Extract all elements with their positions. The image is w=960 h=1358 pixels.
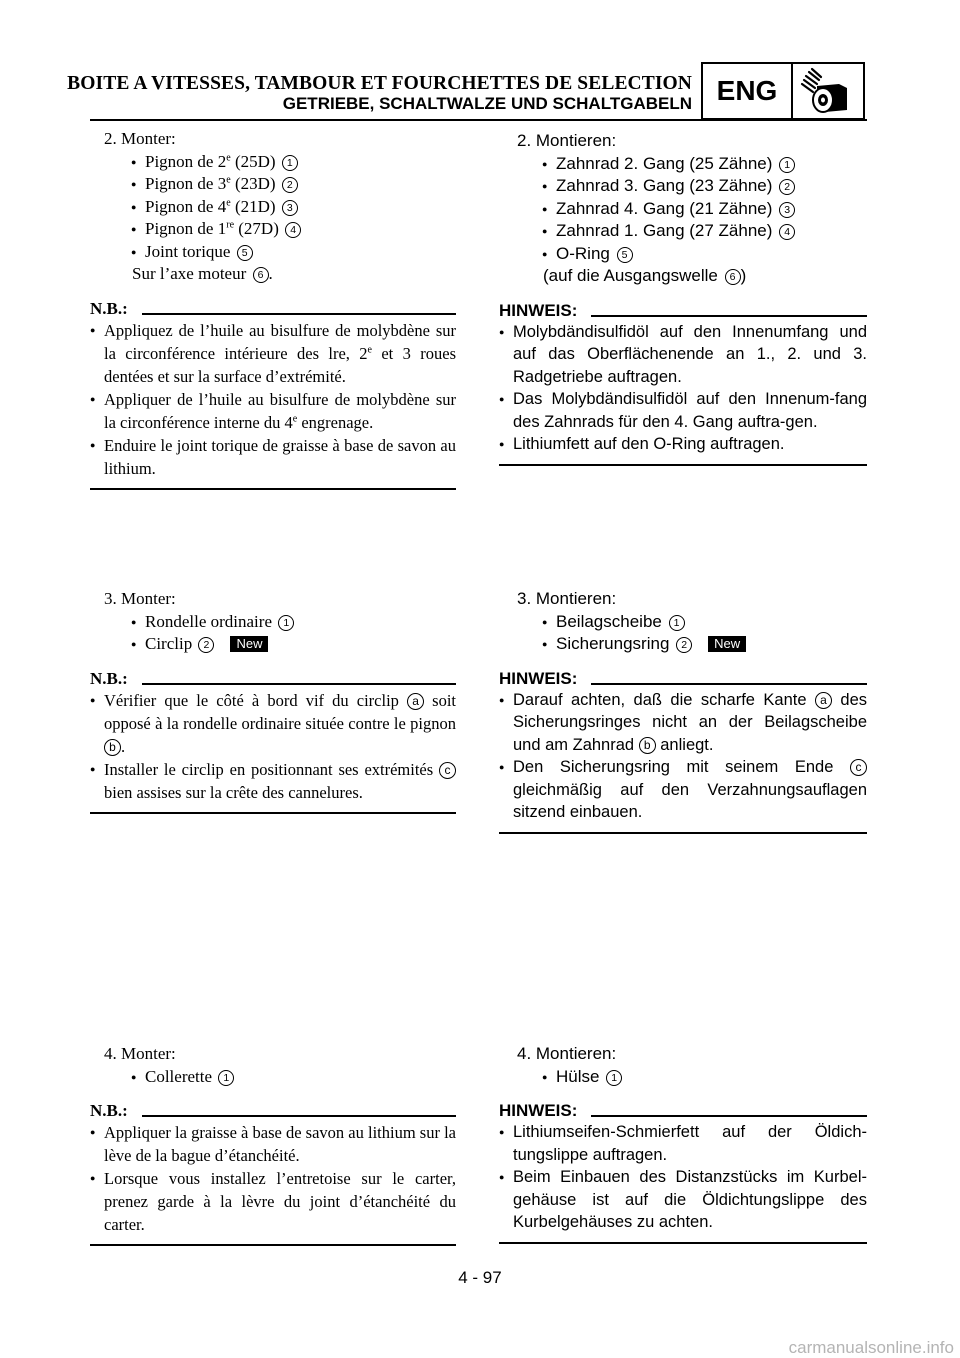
callout-letter: c bbox=[850, 759, 867, 776]
list-item: ● Rondelle ordinaire 1 bbox=[90, 611, 456, 634]
note-item: ● Appliquez de l’huile au bisulfure de molybdène sur la circonférence intérieure des lre, 2e et 3 roues dentées et sur la surface d’extrémité. bbox=[90, 319, 456, 388]
callout-number: 3 bbox=[282, 200, 298, 216]
note-item: ● Lithiumseifen-Schmierfett auf der Öldich-tungslippe auftragen. bbox=[499, 1121, 867, 1166]
list-item: ● Pignon de 1re (27D) 4 bbox=[90, 218, 456, 241]
title-french: BOITE A VITESSES, TAMBOUR ET FOURCHETTES DE SELECTION bbox=[67, 73, 692, 94]
new-part-badge: New bbox=[230, 636, 268, 652]
list-item: ● Zahnrad 1. Gang (27 Zähne) 4 bbox=[499, 220, 867, 243]
callout-number: 1 bbox=[278, 615, 294, 631]
note-item: ● Darauf achten, daß die scharfe Kante a des Sicherungsringes nicht an der Beilagscheibe und am Zahnrad b anliegt. bbox=[499, 689, 867, 757]
note-end-rule bbox=[499, 1242, 867, 1244]
note-label: HINWEIS: bbox=[499, 1101, 578, 1120]
callout-number: 4 bbox=[285, 222, 301, 238]
note-label: HINWEIS: bbox=[499, 300, 578, 320]
list-item: ● O-Ring 5 bbox=[499, 243, 867, 266]
section-badge: ENG bbox=[703, 64, 793, 118]
callout-number: 3 bbox=[779, 202, 795, 218]
step-title: 2. Monter: bbox=[104, 129, 176, 148]
engine-icon bbox=[795, 66, 863, 120]
list-item: ● Beilagscheibe 1 bbox=[499, 611, 867, 634]
callout-number: 4 bbox=[779, 224, 795, 240]
section-badge-box bbox=[701, 62, 865, 120]
step-title: 4. Montieren: bbox=[517, 1044, 617, 1063]
note-label: N.B.: bbox=[90, 1101, 128, 1120]
note-end-rule bbox=[499, 464, 867, 466]
note-item: ● Beim Einbauen des Distanzstücks im Kurbel-gehäuse ist auf die Öldichtungslippe des Kurbelgehäuses zu achten. bbox=[499, 1166, 867, 1234]
note-end-rule bbox=[499, 832, 867, 834]
step-title: 2. Montieren: bbox=[517, 131, 617, 150]
callout-number: 1 bbox=[779, 157, 795, 173]
list-item: ● Pignon de 2e (25D) 1 bbox=[90, 151, 456, 174]
note-header bbox=[499, 665, 867, 689]
note-end-rule bbox=[90, 1244, 456, 1246]
callout-number: 6 bbox=[253, 267, 269, 283]
note-label: N.B.: bbox=[90, 668, 128, 688]
list-item: ● Collerette 1 bbox=[90, 1066, 456, 1089]
note-item: ● Enduire le joint torique de graisse à base de savon au lithium. bbox=[90, 434, 456, 480]
de-step-4 bbox=[499, 1043, 867, 1244]
callout-letter: b bbox=[639, 737, 656, 754]
step-title: 3. Monter: bbox=[104, 589, 176, 608]
title-german: GETRIEBE, SCHALTWALZE UND SCHALTGABELN bbox=[282, 94, 692, 113]
note-item: ● Appliquer de l’huile au bisulfure de molybdène sur la circonférence interne du 4e engrenage. bbox=[90, 388, 456, 434]
callout-number: 2 bbox=[779, 179, 795, 195]
list-item: ● Pignon de 3e (23D) 2 bbox=[90, 173, 456, 196]
note-item: ● Das Molybdändisulfidöl auf den Innenum-fang des Zahnrads für den 4. Gang auftra-gen. bbox=[499, 388, 867, 433]
list-item: ● Zahnrad 4. Gang (21 Zähne) 3 bbox=[499, 198, 867, 221]
note-end-rule bbox=[90, 488, 456, 490]
callout-number: 2 bbox=[676, 637, 692, 653]
callout-letter: a bbox=[407, 693, 424, 710]
de-step-2 bbox=[499, 130, 867, 466]
note-item: ● Installer le circlip en positionnant ses extrémités c bien assises sur la crête des cannelures. bbox=[90, 758, 456, 804]
callout-number: 1 bbox=[606, 1070, 622, 1086]
de-step-3 bbox=[499, 588, 867, 834]
callout-number: 1 bbox=[218, 1070, 234, 1086]
note-item: ● Den Sicherungsring mit seinem Ende c gleichmäßig auf den Verzahnungsauflagen sitzend einbauen. bbox=[499, 756, 867, 824]
note-item: ● Appliquer la graisse à base de savon au lithium sur la lève de la bague d’étanchéité. bbox=[90, 1121, 456, 1167]
page-number: 4 - 97 bbox=[458, 1268, 502, 1287]
watermark: carmanualsonline.info bbox=[788, 1338, 954, 1357]
callout-number: 2 bbox=[282, 177, 298, 193]
note-header bbox=[499, 297, 867, 321]
note-header bbox=[499, 1097, 867, 1121]
new-part-badge: New bbox=[708, 636, 746, 652]
list-item: ● Pignon de 4e (21D) 3 bbox=[90, 196, 456, 219]
list-item: ● Hülse 1 bbox=[499, 1066, 867, 1089]
note-label: N.B.: bbox=[90, 298, 128, 318]
callout-letter: a bbox=[815, 692, 832, 709]
sub-item: (auf die Ausgangswelle 6 ) bbox=[543, 266, 747, 285]
list-item: ● Zahnrad 3. Gang (23 Zähne) 2 bbox=[499, 175, 867, 198]
sub-item: Sur l’axe moteur 6 . bbox=[132, 264, 273, 283]
step-title: 3. Montieren: bbox=[517, 589, 617, 608]
fr-step-4 bbox=[90, 1043, 456, 1246]
list-item: ● Circlip 2 New bbox=[90, 633, 456, 656]
callout-number: 2 bbox=[198, 637, 214, 653]
note-item: ● Molybdändisulfidöl auf den Innenumfang und auf das Oberflächenende an 1., 2. und 3. Radgetriebe auftragen. bbox=[499, 321, 867, 389]
note-header bbox=[90, 295, 456, 319]
step-title: 4. Monter: bbox=[104, 1044, 176, 1063]
fr-step-3 bbox=[90, 588, 456, 814]
callout-number: 5 bbox=[237, 245, 253, 261]
note-end-rule bbox=[90, 812, 456, 814]
note-header bbox=[90, 665, 456, 689]
header-titles bbox=[67, 74, 692, 114]
callout-letter: b bbox=[104, 739, 121, 756]
callout-number: 6 bbox=[725, 269, 741, 285]
callout-number: 1 bbox=[669, 615, 685, 631]
fr-step-2 bbox=[90, 128, 456, 490]
callout-number: 5 bbox=[617, 247, 633, 263]
header-rule bbox=[90, 119, 867, 121]
list-item: ● Zahnrad 2. Gang (25 Zähne) 1 bbox=[499, 153, 867, 176]
note-item: ● Lorsque vous installez l’entretoise sur le carter, prenez garde à la lèvre du joint d’étanchéité du carter. bbox=[90, 1167, 456, 1236]
list-item: ● Joint torique 5 bbox=[90, 241, 456, 264]
note-label: HINWEIS: bbox=[499, 668, 578, 688]
callout-letter: c bbox=[439, 762, 456, 779]
list-item: ● Sicherungsring 2 New bbox=[499, 633, 867, 656]
note-item: ● Vérifier que le côté à bord vif du circlip a soit opposé à la rondelle ordinaire située contre le pignon b . bbox=[90, 689, 456, 758]
note-item: ● Lithiumfett auf den O-Ring auftragen. bbox=[499, 433, 867, 456]
callout-number: 1 bbox=[282, 155, 298, 171]
note-header bbox=[90, 1097, 456, 1121]
